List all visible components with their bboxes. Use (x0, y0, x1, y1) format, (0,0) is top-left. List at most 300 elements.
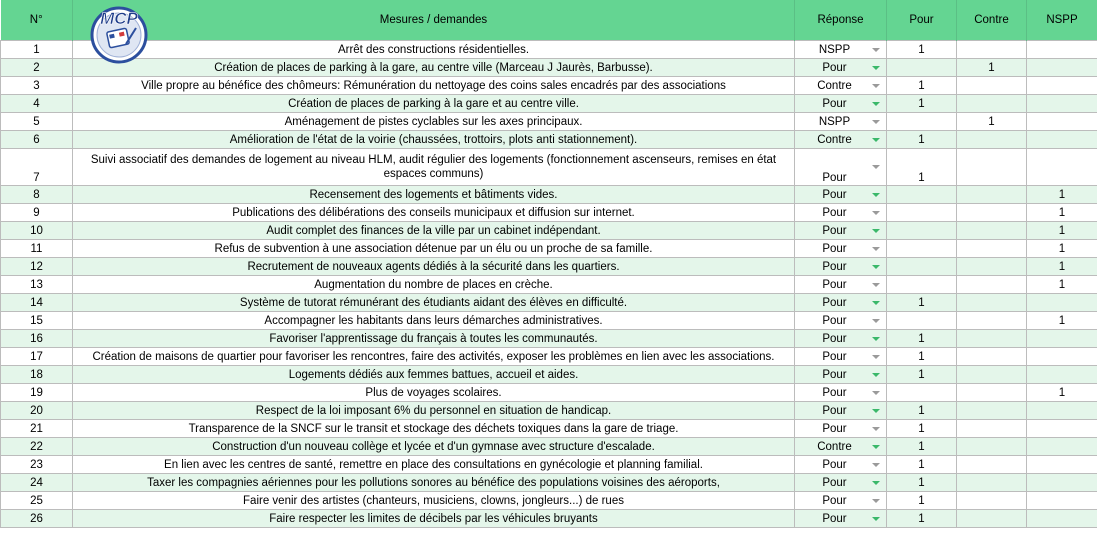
contre-cell[interactable] (957, 222, 1027, 240)
measure-cell[interactable] (73, 186, 795, 204)
contre-cell[interactable] (957, 402, 1027, 420)
dropdown-arrow-icon[interactable] (872, 373, 880, 377)
row-number-cell-value: 11 (30, 242, 43, 255)
measure-cell[interactable] (73, 438, 795, 456)
dropdown-arrow-icon[interactable] (872, 481, 880, 485)
row-number-cell-value: 8 (33, 188, 40, 201)
response-dropdown[interactable] (795, 131, 887, 149)
contre-cell[interactable] (957, 438, 1027, 456)
row-number-cell-value: 3 (33, 79, 40, 92)
measure-cell-value: Création de places de parking à la gare et au centre ville. (288, 97, 579, 110)
row-number-cell[interactable] (1, 240, 73, 258)
table-row (1, 330, 1097, 348)
contre-cell[interactable] (957, 510, 1027, 528)
pour-cell[interactable] (887, 384, 957, 402)
row-number-cell-value: 4 (33, 97, 40, 110)
row-number-cell-value: 20 (30, 404, 43, 417)
dropdown-arrow-icon[interactable] (872, 165, 880, 169)
pour-cell[interactable] (887, 492, 957, 510)
table-row (1, 312, 1097, 330)
measure-cell[interactable] (73, 258, 795, 276)
nspp-cell[interactable] (1027, 312, 1097, 330)
response-dropdown[interactable] (795, 59, 887, 77)
measure-cell[interactable] (73, 113, 795, 131)
row-number-cell-value: 5 (33, 115, 40, 128)
measure-cell-value: En lien avec les centres de santé, remettre en place des consultations en gynécologie et planning familial. (164, 458, 703, 471)
row-number-cell-value: 15 (30, 314, 43, 327)
row-number-cell-value: 13 (30, 278, 43, 291)
row-number-cell-value: 17 (30, 350, 43, 363)
row-number-cell[interactable] (1, 456, 73, 474)
nspp-cell[interactable] (1027, 95, 1097, 113)
response-dropdown[interactable] (795, 222, 887, 240)
pour-cell[interactable] (887, 222, 957, 240)
measure-cell-value: Logements dédiés aux femmes battues, accueil et aides. (288, 368, 579, 381)
row-number-cell[interactable] (1, 131, 73, 149)
dropdown-arrow-icon[interactable] (872, 499, 880, 503)
contre-cell[interactable] (957, 77, 1027, 95)
nspp-cell[interactable] (1027, 348, 1097, 366)
table-row (1, 474, 1097, 492)
response-dropdown-value: Pour (822, 260, 847, 273)
header-num[interactable]: N° (1, 0, 73, 41)
nspp-cell-value: 1 (1058, 242, 1066, 255)
dropdown-arrow-icon[interactable] (872, 391, 880, 395)
contre-cell[interactable] (957, 330, 1027, 348)
row-number-cell-value: 24 (30, 476, 43, 489)
measure-cell-value: Audit complet des finances de la ville par un cabinet indépendant. (266, 224, 601, 237)
row-number-cell[interactable] (1, 294, 73, 312)
response-dropdown-value: Contre (817, 133, 852, 146)
dropdown-arrow-icon[interactable] (872, 463, 880, 467)
nspp-cell[interactable] (1027, 366, 1097, 384)
row-number-cell-value: 18 (30, 368, 43, 381)
nspp-cell-value: 1 (1058, 314, 1066, 327)
pour-cell[interactable] (887, 131, 957, 149)
response-dropdown-value: Pour (822, 386, 847, 399)
table-row (1, 113, 1097, 131)
nspp-cell[interactable] (1027, 149, 1097, 186)
response-dropdown[interactable] (795, 492, 887, 510)
nspp-cell[interactable] (1027, 59, 1097, 77)
table-row (1, 456, 1097, 474)
measure-cell[interactable] (73, 384, 795, 402)
nspp-cell[interactable] (1027, 402, 1097, 420)
measure-cell[interactable] (73, 222, 795, 240)
pour-cell[interactable] (887, 438, 957, 456)
table-row (1, 59, 1097, 77)
dropdown-arrow-icon[interactable] (872, 319, 880, 323)
dropdown-arrow-icon[interactable] (872, 102, 880, 106)
pour-cell-value: 1 (918, 43, 925, 56)
dropdown-arrow-icon[interactable] (872, 337, 880, 341)
measure-cell-value: Faire venir des artistes (chanteurs, musiciens, clowns, jongleurs...) de rues (243, 494, 624, 507)
nspp-cell[interactable] (1027, 113, 1097, 131)
contre-cell[interactable] (957, 131, 1027, 149)
nspp-cell-value: 1 (1058, 260, 1066, 273)
table-row (1, 402, 1097, 420)
row-number-cell-value: 2 (33, 61, 40, 74)
pour-cell[interactable] (887, 240, 957, 258)
contre-cell[interactable] (957, 312, 1027, 330)
pour-cell[interactable] (887, 420, 957, 438)
table-row (1, 222, 1097, 240)
response-dropdown[interactable] (795, 510, 887, 528)
response-dropdown[interactable] (795, 402, 887, 420)
dropdown-arrow-icon[interactable] (872, 427, 880, 431)
pour-cell[interactable] (887, 77, 957, 95)
response-dropdown-value: Pour (822, 61, 847, 74)
pour-cell[interactable] (887, 113, 957, 131)
row-number-cell[interactable] (1, 186, 73, 204)
contre-cell[interactable] (957, 95, 1027, 113)
response-dropdown[interactable] (795, 240, 887, 258)
row-number-cell[interactable] (1, 59, 73, 77)
response-dropdown[interactable] (795, 149, 887, 186)
dropdown-arrow-icon[interactable] (872, 301, 880, 305)
row-number-cell-value: 6 (33, 133, 40, 146)
response-dropdown-value: Pour (822, 188, 847, 201)
dropdown-arrow-icon[interactable] (872, 283, 880, 287)
nspp-cell[interactable] (1027, 186, 1097, 204)
response-dropdown-value: NSPP (818, 43, 851, 56)
contre-cell[interactable] (957, 113, 1027, 131)
measure-cell[interactable] (73, 312, 795, 330)
pour-cell-value: 1 (918, 350, 925, 363)
contre-cell[interactable] (957, 240, 1027, 258)
row-number-cell[interactable] (1, 276, 73, 294)
contre-cell-value: 1 (988, 61, 995, 74)
contre-cell[interactable] (957, 348, 1027, 366)
measure-cell-value: Faire respecter les limites de décibels par les véhicules bruyants (269, 512, 598, 525)
response-dropdown[interactable] (795, 420, 887, 438)
response-dropdown[interactable] (795, 276, 887, 294)
nspp-cell[interactable] (1027, 420, 1097, 438)
table-row (1, 131, 1097, 149)
dropdown-arrow-icon[interactable] (872, 355, 880, 359)
pour-cell[interactable] (887, 474, 957, 492)
table-row (1, 240, 1097, 258)
pour-cell-value: 1 (918, 422, 925, 435)
nspp-cell-value: 1 (1058, 386, 1066, 399)
nspp-cell[interactable] (1027, 384, 1097, 402)
measure-cell[interactable] (73, 131, 795, 149)
row-number-cell[interactable] (1, 366, 73, 384)
pour-cell-value: 1 (918, 97, 925, 110)
pour-cell-value: 1 (918, 440, 925, 453)
row-number-cell[interactable] (1, 204, 73, 222)
header-mesures[interactable]: Mesures / demandes (73, 0, 795, 41)
nspp-cell-value: 1 (1058, 206, 1066, 219)
row-number-cell[interactable] (1, 348, 73, 366)
contre-cell[interactable] (957, 186, 1027, 204)
measure-cell-value: Amélioration de l'état de la voirie (chaussées, trottoirs, plots anti stationnement). (229, 133, 638, 146)
contre-cell[interactable] (957, 384, 1027, 402)
pour-cell-value: 1 (918, 332, 925, 345)
nspp-cell[interactable] (1027, 41, 1097, 59)
response-dropdown-value: Pour (822, 494, 847, 507)
logo-text: MCP (100, 9, 138, 28)
row-number-cell[interactable] (1, 41, 73, 59)
pour-cell[interactable] (887, 149, 957, 186)
measure-cell[interactable] (73, 366, 795, 384)
nspp-cell[interactable] (1027, 456, 1097, 474)
row-number-cell-value: 23 (30, 458, 43, 471)
pour-cell[interactable] (887, 59, 957, 77)
dropdown-arrow-icon[interactable] (872, 120, 880, 124)
response-dropdown[interactable] (795, 294, 887, 312)
row-number-cell-value: 7 (33, 172, 40, 184)
nspp-cell[interactable] (1027, 492, 1097, 510)
response-dropdown-value: Contre (817, 440, 852, 453)
row-number-cell[interactable] (1, 222, 73, 240)
nspp-cell[interactable] (1027, 204, 1097, 222)
row-number-cell[interactable] (1, 95, 73, 113)
header-reponse[interactable]: Réponse (795, 0, 887, 41)
contre-cell[interactable] (957, 59, 1027, 77)
table-row (1, 294, 1097, 312)
table-row (1, 348, 1097, 366)
response-dropdown-value: Pour (822, 278, 847, 291)
measure-cell-value: Recensement des logements et bâtiments vides. (309, 188, 558, 201)
measure-cell[interactable] (73, 240, 795, 258)
pour-cell-value: 1 (918, 512, 925, 525)
pour-cell-value: 1 (918, 494, 925, 507)
dropdown-arrow-icon[interactable] (872, 48, 880, 52)
pour-cell[interactable] (887, 41, 957, 59)
nspp-cell[interactable] (1027, 222, 1097, 240)
pour-cell[interactable] (887, 204, 957, 222)
nspp-cell[interactable] (1027, 438, 1097, 456)
row-number-cell-value: 19 (30, 386, 43, 399)
row-number-cell[interactable] (1, 510, 73, 528)
response-dropdown[interactable] (795, 95, 887, 113)
row-number-cell-value: 25 (30, 494, 43, 507)
row-number-cell[interactable] (1, 384, 73, 402)
table-row (1, 420, 1097, 438)
contre-cell[interactable] (957, 41, 1027, 59)
contre-cell[interactable] (957, 149, 1027, 186)
measure-cell[interactable] (73, 456, 795, 474)
measure-cell-value: Refus de subvention à une association détenue par un élu ou un proche de sa famille. (214, 242, 653, 255)
response-dropdown-value: Pour (822, 97, 847, 110)
table-row (1, 384, 1097, 402)
contre-cell[interactable] (957, 492, 1027, 510)
row-number-cell[interactable] (1, 149, 73, 186)
row-number-cell-value: 22 (30, 440, 43, 453)
row-number-cell-value: 26 (30, 512, 43, 525)
nspp-cell[interactable] (1027, 258, 1097, 276)
row-number-cell[interactable] (1, 77, 73, 95)
pour-cell[interactable] (887, 186, 957, 204)
response-dropdown-value: Pour (822, 476, 847, 489)
dropdown-arrow-icon[interactable] (872, 265, 880, 269)
table-row (1, 492, 1097, 510)
measure-cell[interactable] (73, 348, 795, 366)
dropdown-arrow-icon[interactable] (872, 66, 880, 70)
pour-cell[interactable] (887, 330, 957, 348)
measure-cell[interactable] (73, 420, 795, 438)
row-number-cell-value: 1 (33, 43, 40, 56)
measure-cell[interactable] (73, 492, 795, 510)
measure-cell-value: Recrutement de nouveaux agents dédiés à la sécurité dans les quartiers. (247, 260, 620, 273)
table-row (1, 366, 1097, 384)
pour-cell[interactable] (887, 258, 957, 276)
row-number-cell[interactable] (1, 258, 73, 276)
measure-cell-value: Favoriser l'apprentissage du français à toutes les communautés. (269, 332, 598, 345)
measure-cell-value: Aménagement de pistes cyclables sur les axes principaux. (284, 115, 583, 128)
dropdown-arrow-icon[interactable] (872, 84, 880, 88)
dropdown-arrow-icon[interactable] (872, 445, 880, 449)
response-dropdown-value: Pour (822, 350, 847, 363)
measure-cell[interactable] (73, 149, 795, 186)
response-dropdown[interactable] (795, 312, 887, 330)
pour-cell[interactable] (887, 510, 957, 528)
nspp-cell[interactable] (1027, 276, 1097, 294)
measure-cell-value: Publications des délibérations des conseils municipaux et diffusion sur internet. (232, 206, 635, 219)
header-pour[interactable]: Pour (887, 0, 957, 41)
row-number-cell-value: 14 (30, 296, 43, 309)
response-dropdown[interactable] (795, 438, 887, 456)
pour-cell-value: 1 (918, 368, 925, 381)
pour-cell[interactable] (887, 366, 957, 384)
response-dropdown-value: Pour (822, 458, 847, 471)
contre-cell[interactable] (957, 276, 1027, 294)
measure-cell-value: Suivi associatif des demandes de logement au niveau HLM, audit régulier des logements (fonctionnement ascenseurs, remises en état espaces communs) (90, 154, 777, 180)
nspp-cell-value: 1 (1058, 224, 1066, 237)
measure-cell[interactable] (73, 204, 795, 222)
nspp-cell[interactable] (1027, 510, 1097, 528)
nspp-cell[interactable] (1027, 131, 1097, 149)
measure-cell[interactable] (73, 59, 795, 77)
pour-cell[interactable] (887, 312, 957, 330)
pour-cell[interactable] (887, 456, 957, 474)
row-number-cell-value: 9 (33, 206, 40, 219)
nspp-cell[interactable] (1027, 77, 1097, 95)
row-number-cell[interactable] (1, 312, 73, 330)
response-dropdown-value: Contre (817, 79, 852, 92)
contre-cell[interactable] (957, 204, 1027, 222)
measure-cell-value: Taxer les compagnies aériennes pour les pollutions sonores au bénéfice des populations voisines des aéroports, (147, 476, 720, 489)
nspp-cell[interactable] (1027, 330, 1097, 348)
response-dropdown-value: Pour (822, 314, 847, 327)
pour-cell[interactable] (887, 276, 957, 294)
pour-cell[interactable] (887, 348, 957, 366)
measure-cell-value: Construction d'un nouveau collège et lycée et d'un gymnase avec structure d'escalade. (212, 440, 655, 453)
pour-cell[interactable] (887, 294, 957, 312)
pour-cell-value: 1 (918, 404, 925, 417)
row-number-cell[interactable] (1, 474, 73, 492)
pour-cell-value: 1 (918, 296, 925, 309)
dropdown-arrow-icon[interactable] (872, 193, 880, 197)
contre-cell[interactable] (957, 366, 1027, 384)
table-row (1, 149, 1097, 186)
header-row (1, 0, 1097, 41)
response-dropdown-value: Pour (822, 224, 847, 237)
row-number-cell[interactable] (1, 492, 73, 510)
row-number-cell-value: 16 (30, 332, 43, 345)
response-dropdown-value: Pour (822, 206, 847, 219)
measure-cell[interactable] (73, 41, 795, 59)
pour-cell-value: 1 (918, 79, 925, 92)
measure-cell-value: Système de tutorat rémunérant des étudiants aidant des élèves en difficulté. (239, 296, 628, 309)
response-dropdown[interactable] (795, 204, 887, 222)
response-dropdown-value: Pour (822, 242, 847, 255)
measure-cell-value: Augmentation du nombre de places en crèche. (314, 278, 553, 291)
table-row (1, 438, 1097, 456)
response-dropdown[interactable] (795, 348, 887, 366)
table-row (1, 258, 1097, 276)
response-dropdown-value: Pour (822, 296, 847, 309)
dropdown-arrow-icon[interactable] (872, 517, 880, 521)
contre-cell[interactable] (957, 258, 1027, 276)
response-dropdown[interactable] (795, 366, 887, 384)
contre-cell[interactable] (957, 456, 1027, 474)
dropdown-arrow-icon[interactable] (872, 409, 880, 413)
row-number-cell[interactable] (1, 330, 73, 348)
table-row (1, 510, 1097, 528)
measure-cell[interactable] (73, 294, 795, 312)
response-dropdown[interactable] (795, 258, 887, 276)
pour-cell[interactable] (887, 402, 957, 420)
header-nspp[interactable]: NSPP (1027, 0, 1097, 41)
dropdown-arrow-icon[interactable] (872, 211, 880, 215)
response-dropdown[interactable] (795, 41, 887, 59)
response-dropdown[interactable] (795, 330, 887, 348)
row-number-cell[interactable] (1, 420, 73, 438)
measure-cell[interactable] (73, 474, 795, 492)
response-dropdown-value: Pour (822, 512, 847, 525)
row-number-cell[interactable] (1, 438, 73, 456)
nspp-cell[interactable] (1027, 474, 1097, 492)
measure-cell[interactable] (73, 276, 795, 294)
measure-cell-value: Transparence de la SNCF sur le transit et stockage des déchets toxiques dans la gare de triage. (188, 422, 679, 435)
nspp-cell[interactable] (1027, 240, 1097, 258)
measure-cell[interactable] (73, 330, 795, 348)
contre-cell[interactable] (957, 474, 1027, 492)
dropdown-arrow-icon[interactable] (872, 229, 880, 233)
nspp-cell-value: 1 (1058, 188, 1066, 201)
contre-cell[interactable] (957, 420, 1027, 438)
response-dropdown[interactable] (795, 113, 887, 131)
response-dropdown[interactable] (795, 384, 887, 402)
dropdown-arrow-icon[interactable] (872, 138, 880, 142)
measure-cell[interactable] (73, 510, 795, 528)
response-dropdown-value: Pour (822, 422, 847, 435)
mcp-logo (86, 2, 152, 64)
header-contre[interactable]: Contre (957, 0, 1027, 41)
nspp-cell-value: 1 (1058, 278, 1066, 291)
response-dropdown[interactable] (795, 474, 887, 492)
pour-cell[interactable] (887, 95, 957, 113)
response-dropdown[interactable] (795, 186, 887, 204)
contre-cell[interactable] (957, 294, 1027, 312)
measure-cell[interactable] (73, 402, 795, 420)
measure-cell[interactable] (73, 77, 795, 95)
dropdown-arrow-icon[interactable] (872, 247, 880, 251)
measure-cell[interactable] (73, 95, 795, 113)
row-number-cell[interactable] (1, 402, 73, 420)
pour-cell-value: 1 (918, 458, 925, 471)
nspp-cell[interactable] (1027, 294, 1097, 312)
response-dropdown-value: NSPP (818, 115, 851, 128)
response-dropdown[interactable] (795, 456, 887, 474)
row-number-cell[interactable] (1, 113, 73, 131)
table-row (1, 204, 1097, 222)
measure-cell-value: Création de places de parking à la gare, au centre ville (Marceau J Jaurès, Barbusse). (214, 61, 653, 74)
response-dropdown[interactable] (795, 77, 887, 95)
response-dropdown-value: Pour (822, 404, 847, 417)
